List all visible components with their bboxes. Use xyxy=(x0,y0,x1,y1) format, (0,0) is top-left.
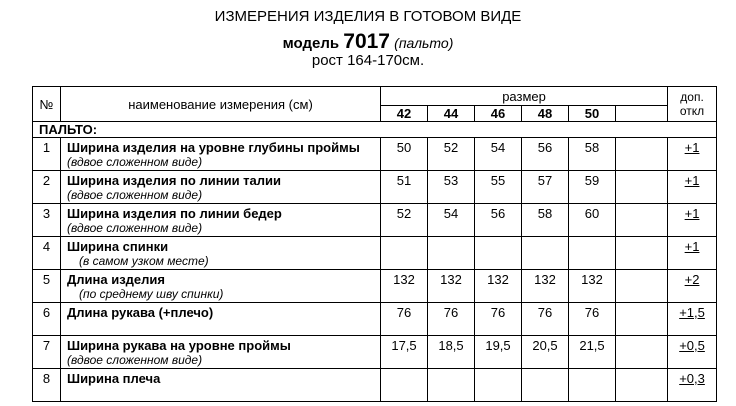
size-value xyxy=(475,237,522,270)
row-number: 5 xyxy=(33,270,61,303)
tolerance-value: +0,5 xyxy=(668,336,717,369)
empty-cell xyxy=(616,171,668,204)
table-row xyxy=(33,369,717,402)
measurement-title: Ширина рукава на уровне проймы xyxy=(67,338,291,353)
size-value: 58 xyxy=(522,204,569,237)
header-tolerance-line1: доп. xyxy=(680,90,704,104)
size-header: 50 xyxy=(569,106,616,122)
header-tolerance-line2: откл xyxy=(679,104,705,118)
size-value: 53 xyxy=(428,171,475,204)
tolerance-value: +1 xyxy=(668,171,717,204)
table-row xyxy=(33,138,717,171)
size-value: 21,5 xyxy=(569,336,616,369)
header-name: наименование измерения (см) xyxy=(61,87,381,122)
table-row xyxy=(33,303,717,336)
measurement-note: (вдвое сложенном виде) xyxy=(67,353,203,367)
size-value xyxy=(381,369,428,402)
size-value xyxy=(381,237,428,270)
size-value: 60 xyxy=(569,204,616,237)
measurement-note: (в самом узком месте) xyxy=(79,254,209,268)
size-value: 51 xyxy=(381,171,428,204)
measurement-name xyxy=(61,270,381,303)
size-header: 42 xyxy=(381,106,428,122)
size-value: 76 xyxy=(381,303,428,336)
size-value: 54 xyxy=(428,204,475,237)
measurements-table xyxy=(32,86,717,402)
size-value: 56 xyxy=(522,138,569,171)
table-row xyxy=(33,171,717,204)
empty-cell xyxy=(616,237,668,270)
table-row xyxy=(33,237,717,270)
tolerance-value: +0,3 xyxy=(668,369,717,402)
size-value: 132 xyxy=(522,270,569,303)
header-num: № xyxy=(33,87,61,122)
size-value: 19,5 xyxy=(475,336,522,369)
row-number: 1 xyxy=(33,138,61,171)
size-value: 58 xyxy=(569,138,616,171)
empty-cell xyxy=(616,369,668,402)
size-value: 17,5 xyxy=(381,336,428,369)
measurement-title: Ширина плеча xyxy=(67,371,161,386)
size-value xyxy=(522,369,569,402)
size-value: 54 xyxy=(475,138,522,171)
document-title: ИЗМЕРЕНИЯ ИЗДЕЛИЯ В ГОТОВОМ ВИДЕ xyxy=(214,8,522,25)
tolerance-value: +1,5 xyxy=(668,303,717,336)
tolerance-value: +1 xyxy=(668,237,717,270)
row-number: 3 xyxy=(33,204,61,237)
size-value: 132 xyxy=(381,270,428,303)
size-value: 56 xyxy=(475,204,522,237)
measurement-name xyxy=(61,171,381,204)
model-kind: (пальто) xyxy=(394,35,454,51)
measurement-title: Ширина спинки xyxy=(67,239,169,254)
tolerance-value: +1 xyxy=(668,204,717,237)
size-value xyxy=(428,237,475,270)
measurement-title: Ширина изделия на уровне глубины проймы xyxy=(67,140,360,155)
model-number: 7017 xyxy=(343,30,390,53)
measurement-name xyxy=(61,204,381,237)
size-value: 132 xyxy=(569,270,616,303)
size-value: 20,5 xyxy=(522,336,569,369)
row-number: 2 xyxy=(33,171,61,204)
size-value: 76 xyxy=(475,303,522,336)
tolerance-value: +1 xyxy=(668,138,717,171)
measurement-note: (вдвое сложенном виде) xyxy=(67,155,203,169)
measurement-title: Ширина изделия по линии бедер xyxy=(67,206,282,221)
size-header-empty xyxy=(616,106,668,122)
row-number: 7 xyxy=(33,336,61,369)
table-row xyxy=(33,270,717,303)
size-value: 50 xyxy=(381,138,428,171)
size-value: 76 xyxy=(522,303,569,336)
size-value: 132 xyxy=(475,270,522,303)
size-value xyxy=(569,369,616,402)
size-value xyxy=(569,237,616,270)
measurement-note: (по среднему шву спинки) xyxy=(79,287,224,301)
size-value xyxy=(522,237,569,270)
empty-cell xyxy=(616,138,668,171)
size-value: 52 xyxy=(428,138,475,171)
section-label: ПАЛЬТО: xyxy=(33,122,717,138)
size-value: 18,5 xyxy=(428,336,475,369)
size-header: 48 xyxy=(522,106,569,122)
row-number: 8 xyxy=(33,369,61,402)
empty-cell xyxy=(616,303,668,336)
size-value xyxy=(428,369,475,402)
measurement-title: Ширина изделия по линии талии xyxy=(67,173,282,188)
height-range: рост 164-170см. xyxy=(311,52,425,69)
measurement-name xyxy=(61,138,381,171)
table-row xyxy=(33,336,717,369)
header-tolerance xyxy=(668,87,717,122)
measurement-title: Длина изделия xyxy=(67,272,165,287)
empty-cell xyxy=(616,336,668,369)
measurement-note: (вдвое сложенном виде) xyxy=(67,188,203,202)
size-value: 132 xyxy=(428,270,475,303)
size-value: 59 xyxy=(569,171,616,204)
measurement-title: Длина рукава (+плечо) xyxy=(67,305,214,320)
size-value: 57 xyxy=(522,171,569,204)
model-line xyxy=(0,30,736,54)
model-label: модель xyxy=(282,35,340,52)
measurement-name xyxy=(61,303,381,336)
empty-cell xyxy=(616,270,668,303)
size-value: 76 xyxy=(428,303,475,336)
header-size: размер xyxy=(381,87,668,106)
size-header: 46 xyxy=(475,106,522,122)
measurement-name xyxy=(61,369,381,402)
measurement-name xyxy=(61,237,381,270)
size-value: 55 xyxy=(475,171,522,204)
size-value xyxy=(475,369,522,402)
row-number: 4 xyxy=(33,237,61,270)
measurement-name xyxy=(61,336,381,369)
size-value: 52 xyxy=(381,204,428,237)
size-header: 44 xyxy=(428,106,475,122)
size-value: 76 xyxy=(569,303,616,336)
measurement-note: (вдвое сложенном виде) xyxy=(67,221,203,235)
tolerance-value: +2 xyxy=(668,270,717,303)
row-number: 6 xyxy=(33,303,61,336)
table-row xyxy=(33,204,717,237)
empty-cell xyxy=(616,204,668,237)
